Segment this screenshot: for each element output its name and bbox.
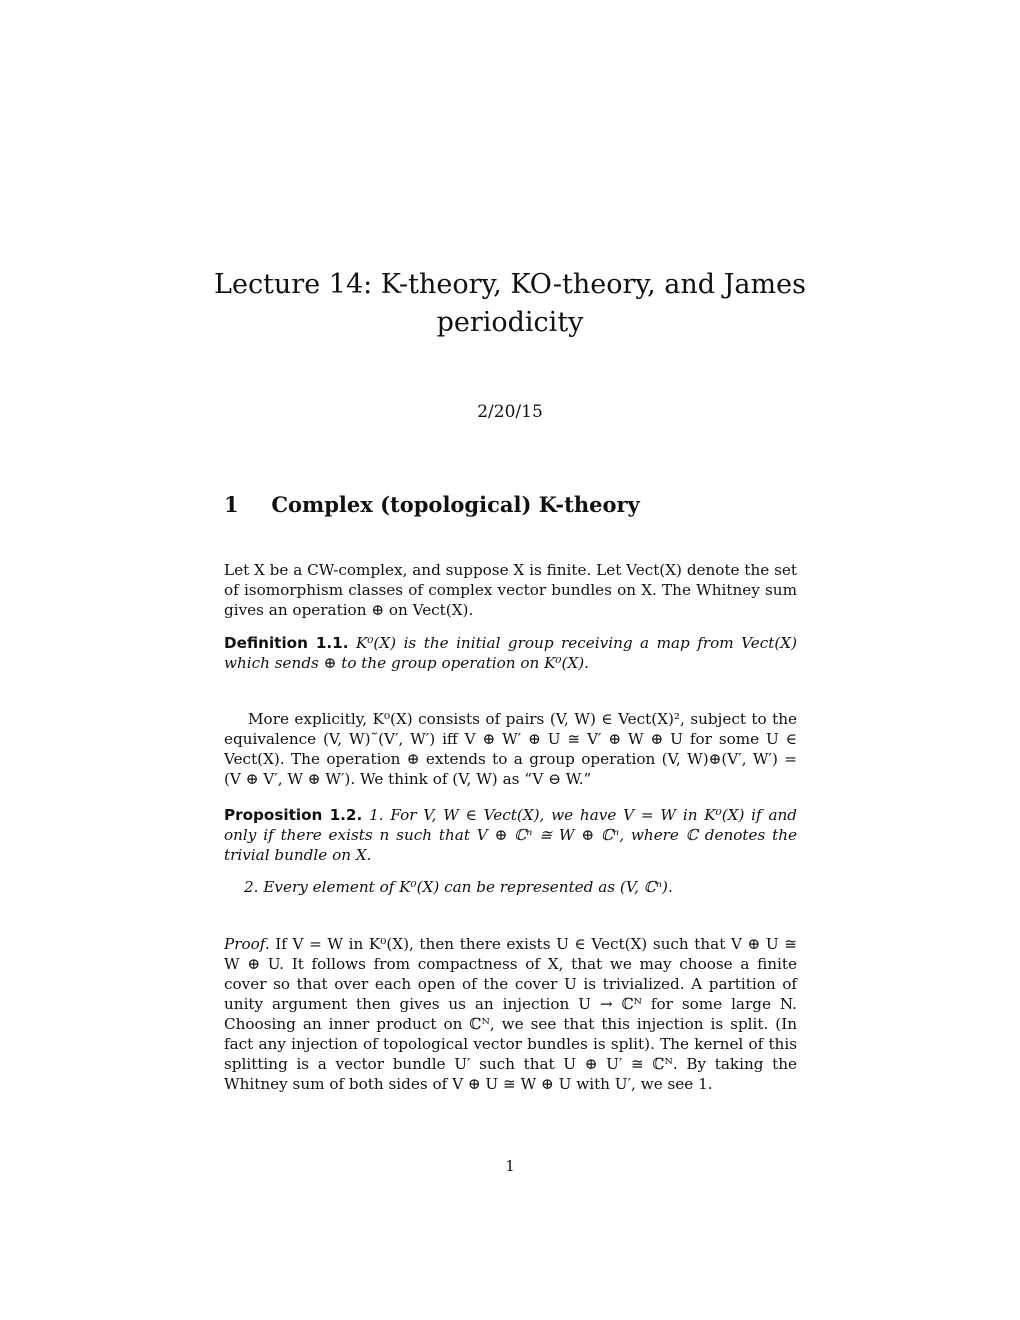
title-line-1: Lecture 14: K-theory, KO-theory, and James [214, 269, 806, 300]
proof-text: If V = W in K⁰(X), then there exists U ∈ Vect(X) such that V ⊕ U ≅ W ⊕ U. It follows from compactness of X, that we may choose a finite cover so that over each open of the cover U is trivialized. A partition of unity argument then gives us an injection U → ℂᴺ for some large N. Choosing an inner product on ℂᴺ, we see that this injection is split. (In fact any injection of topological vector bundles is split). The kernel of this splitting is a vector bundle U′ such that U ⊕ U′ ≅ ℂᴺ. By taking the Whitney sum of both sides of V ⊕ U ≅ W ⊕ U with U′, we see 1. [224, 935, 797, 1093]
document-title [150, 266, 870, 342]
section-title: Complex (topological) K-theory [271, 492, 640, 517]
proposition-label: Proposition 1.2. [224, 806, 363, 824]
section-heading [224, 492, 640, 517]
document-date: 2/20/15 [477, 402, 543, 422]
proposition [224, 805, 797, 865]
paragraph-explicit: More explicitly, K⁰(X) consists of pairs (V, W) ∈ Vect(X)², subject to the equivalence (V, W)˜(V′, W′) iff V ⊕ W′ ⊕ U ≅ V′ ⊕ W ⊕ U for some U ∈ Vect(X). The operation ⊕ extends to a group operation (V, W)⊕(V′, W′) = (V ⊕ V′, W ⊕ W′). We think of (V, W) as “V ⊖ W.” [224, 710, 797, 788]
definition [224, 633, 797, 673]
proposition-item-1: 1. For V, W ∈ Vect(X), we have V = W in K⁰(X) if and only if there exists n such that V ⊕ ℂⁿ ≅ W ⊕ ℂⁿ, where ℂ denotes the trivial bundle on X. [224, 806, 798, 864]
proof-label: Proof. [224, 935, 270, 953]
proposition-item-2: 2. Every element of K⁰(X) can be represented as (V, ℂⁿ). [244, 878, 673, 896]
definition-label: Definition 1.1. [224, 634, 349, 652]
proof [224, 934, 797, 1094]
definition-text: K⁰(X) is the initial group receiving a map from Vect(X) which sends ⊕ to the group operation on K⁰(X). [224, 634, 797, 672]
paragraph-intro: Let X be a CW-complex, and suppose X is finite. Let Vect(X) denote the set of isomorphism classes of complex vector bundles on X. The Whitney sum gives an operation ⊕ on Vect(X). [224, 561, 797, 619]
page-number: 1 [505, 1157, 515, 1175]
title-line-2: periodicity [436, 307, 584, 338]
section-number: 1 [224, 492, 239, 517]
